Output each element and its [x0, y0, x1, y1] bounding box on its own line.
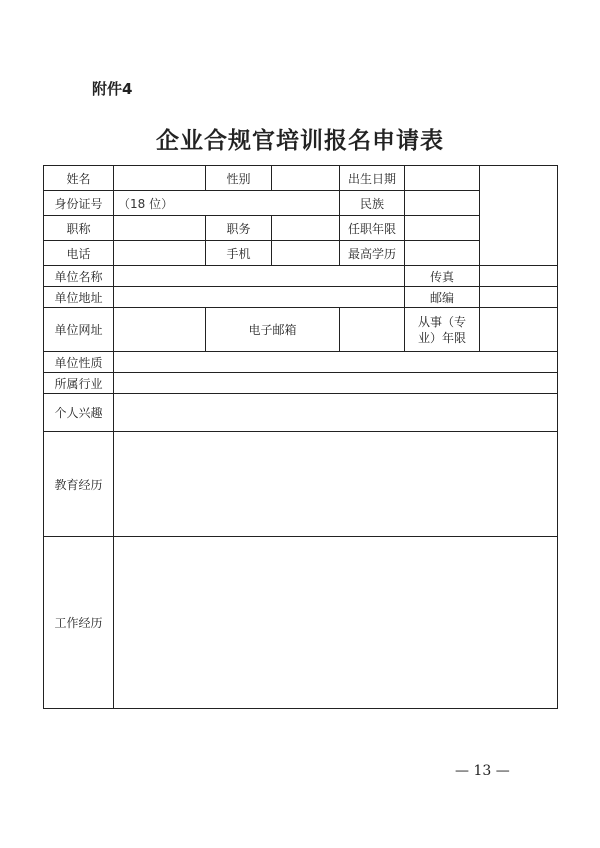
label-ethnicity: 民族: [340, 191, 405, 216]
input-work-history[interactable]: [114, 537, 558, 709]
label-postcode: 邮编: [405, 287, 480, 308]
input-position[interactable]: [272, 216, 340, 241]
page-number: — 13 —: [455, 763, 510, 779]
label-interests: 个人兴趣: [44, 394, 114, 432]
label-position: 职务: [206, 216, 272, 241]
label-gender: 性别: [206, 166, 272, 191]
input-name[interactable]: [114, 166, 206, 191]
label-company-nature: 单位性质: [44, 352, 114, 373]
input-tenure-years[interactable]: [405, 216, 480, 241]
photo-box[interactable]: [480, 166, 558, 266]
input-company-name[interactable]: [114, 266, 405, 287]
label-company-website: 单位网址: [44, 308, 114, 352]
label-id-number: 身份证号: [44, 191, 114, 216]
input-email[interactable]: [340, 308, 405, 352]
input-company-nature[interactable]: [114, 352, 558, 373]
label-name: 姓名: [44, 166, 114, 191]
input-title-rank[interactable]: [114, 216, 206, 241]
input-fax[interactable]: [480, 266, 558, 287]
label-tenure-years: 任职年限: [340, 216, 405, 241]
input-company-address[interactable]: [114, 287, 405, 308]
label-education-history: 教育经历: [44, 432, 114, 537]
form-title: 企业合规官培训报名申请表: [156, 127, 444, 154]
label-title-rank: 职称: [44, 216, 114, 241]
input-interests[interactable]: [114, 394, 558, 432]
input-birth-date[interactable]: [405, 166, 480, 191]
input-phone[interactable]: [114, 241, 206, 266]
input-gender[interactable]: [272, 166, 340, 191]
label-education: 最高学历: [340, 241, 405, 266]
label-company-address: 单位地址: [44, 287, 114, 308]
input-industry[interactable]: [114, 373, 558, 394]
input-ethnicity[interactable]: [405, 191, 480, 216]
input-professional-years[interactable]: [480, 308, 558, 352]
label-mobile: 手机: [206, 241, 272, 266]
label-professional-years: 从事（专业）年限: [405, 308, 480, 352]
label-work-history: 工作经历: [44, 537, 114, 709]
attachment-label: 附件4: [92, 80, 133, 98]
label-industry: 所属行业: [44, 373, 114, 394]
input-mobile[interactable]: [272, 241, 340, 266]
input-id-number[interactable]: （18 位）: [114, 191, 340, 216]
label-company-name: 单位名称: [44, 266, 114, 287]
registration-form-table: [43, 165, 558, 709]
label-fax: 传真: [405, 266, 480, 287]
input-education[interactable]: [405, 241, 480, 266]
input-company-website[interactable]: [114, 308, 206, 352]
label-birth-date: 出生日期: [340, 166, 405, 191]
input-education-history[interactable]: [114, 432, 558, 537]
label-phone: 电话: [44, 241, 114, 266]
input-postcode[interactable]: [480, 287, 558, 308]
label-email: 电子邮箱: [206, 308, 340, 352]
